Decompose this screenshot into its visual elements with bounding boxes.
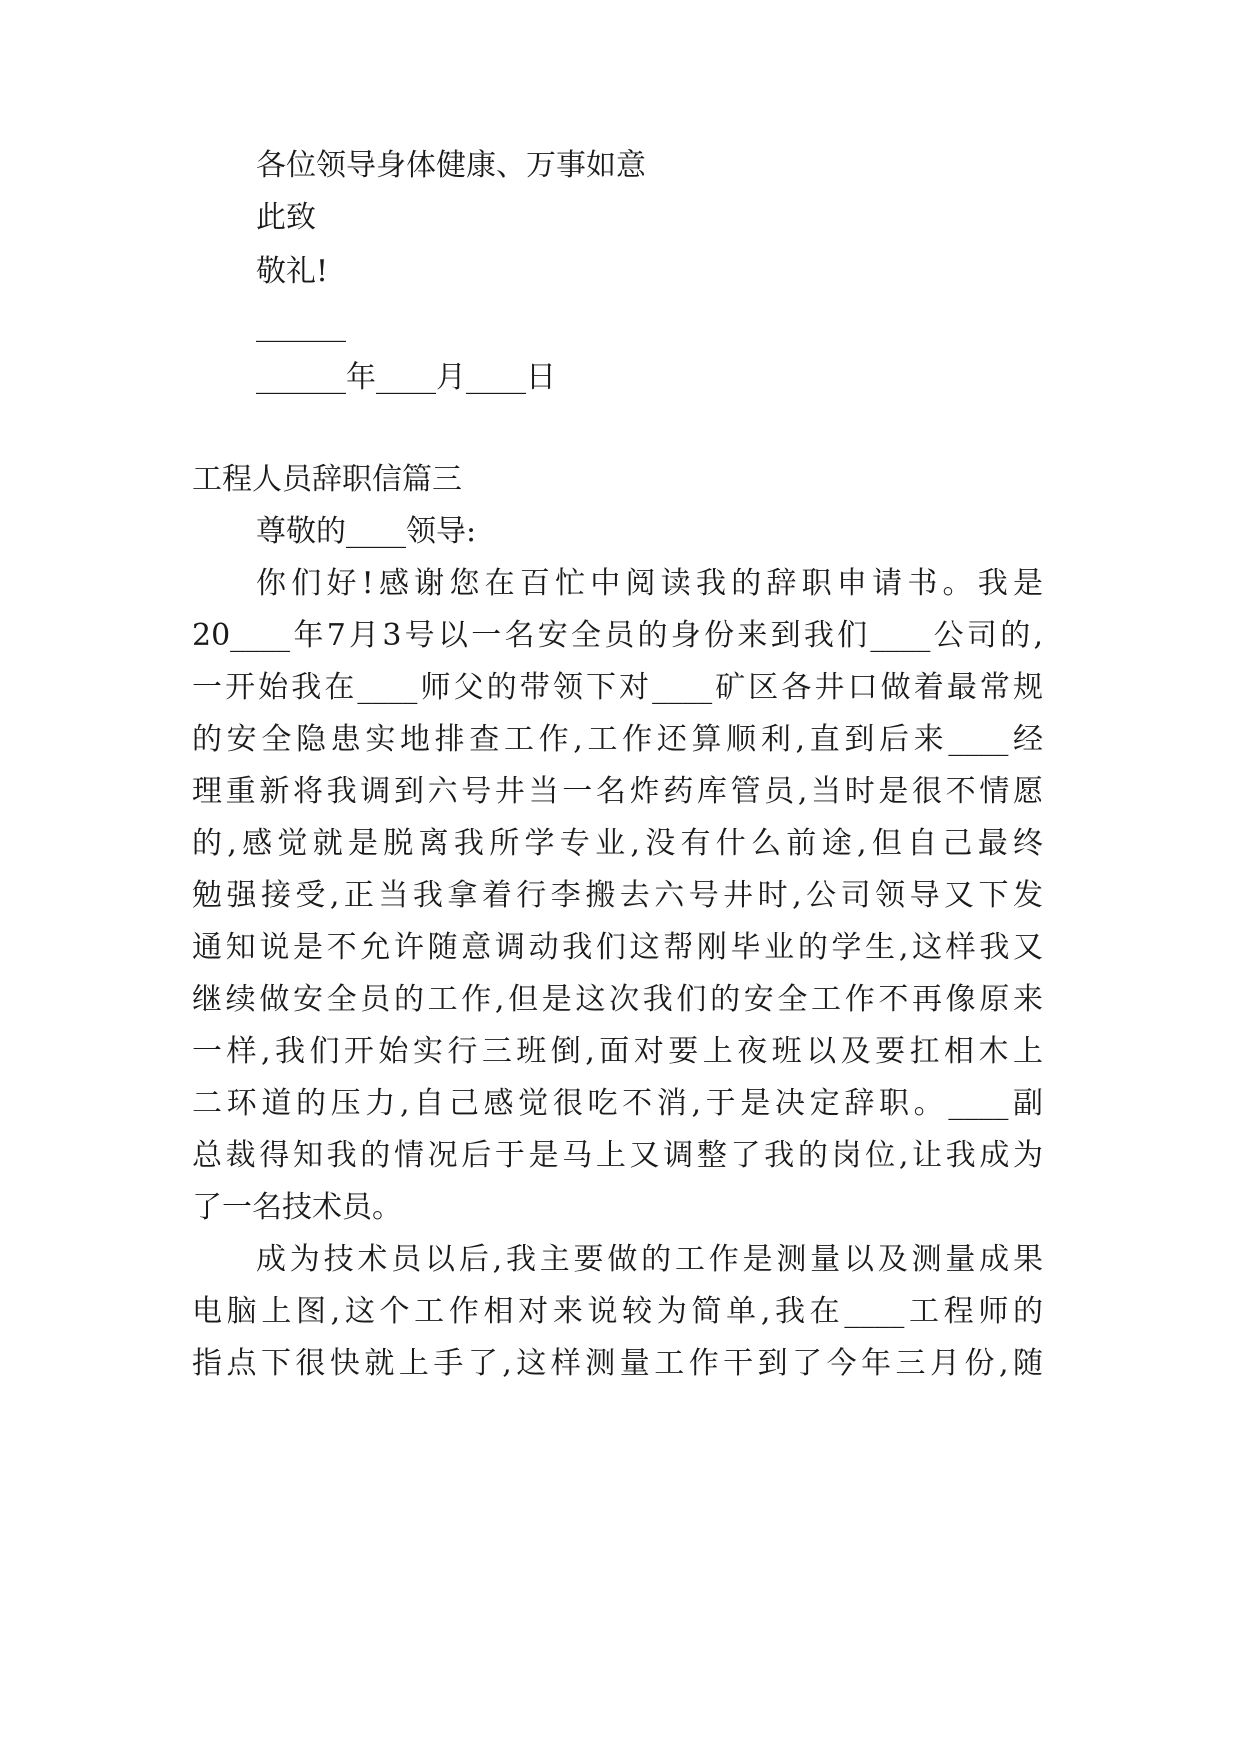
paragraph-line: 理重新将我调到六号井当一名炸药库管员,当时是很不情愿 (192, 774, 1043, 809)
paragraph-line: 的安全隐患实地排查工作,工作还算顺利,直到后来____经 (192, 722, 1043, 757)
closing-wish: 各位领导身体健康、万事如意 (256, 148, 646, 183)
paragraph-line: 通知说是不允许随意调动我们这帮刚毕业的学生,这样我又 (192, 930, 1043, 965)
paragraph-line: 继续做安全员的工作,但是这次我们的安全工作不再像原来 (192, 982, 1043, 1017)
paragraph-line: 指点下很快就上手了,这样测量工作干到了今年三月份,随 (192, 1346, 1043, 1381)
paragraph-line: 20____年7月3号以一名安全员的身份来到我们____公司的, (192, 618, 1043, 653)
paragraph-line: 了一名技术员。 (192, 1190, 402, 1225)
greeting: 尊敬的____领导: (256, 514, 477, 549)
paragraph-line: 成为技术员以后,我主要做的工作是测量以及测量成果 (256, 1242, 1043, 1277)
paragraph-line: 一开始我在____师父的带领下对____矿区各井口做着最常规 (192, 670, 1043, 705)
date-line: ______年____月____日 (256, 360, 556, 395)
paragraph-line: 的,感觉就是脱离我所学专业,没有什么前途,但自己最终 (192, 826, 1043, 861)
paragraph-line: 勉强接受,正当我拿着行李搬去六号井时,公司领导又下发 (192, 878, 1043, 913)
paragraph-line: 电脑上图,这个工作相对来说较为简单,我在____工程师的 (192, 1294, 1043, 1329)
paragraph-line: 一样,我们开始实行三班倒,面对要上夜班以及要扛相木上 (192, 1034, 1043, 1069)
paragraph-line: 你们好!感谢您在百忙中阅读我的辞职申请书。我是 (256, 566, 1043, 601)
closing-salute-2: 敬礼! (256, 254, 329, 289)
signature-blank: ______ (256, 308, 346, 343)
closing-salute-1: 此致 (256, 200, 316, 235)
paragraph-line: 二环道的压力,自己感觉很吃不消,于是决定辞职。____副 (192, 1086, 1043, 1121)
paragraph-line: 总裁得知我的情况后于是马上又调整了我的岗位,让我成为 (192, 1138, 1043, 1173)
section-title: 工程人员辞职信篇三 (192, 462, 462, 497)
